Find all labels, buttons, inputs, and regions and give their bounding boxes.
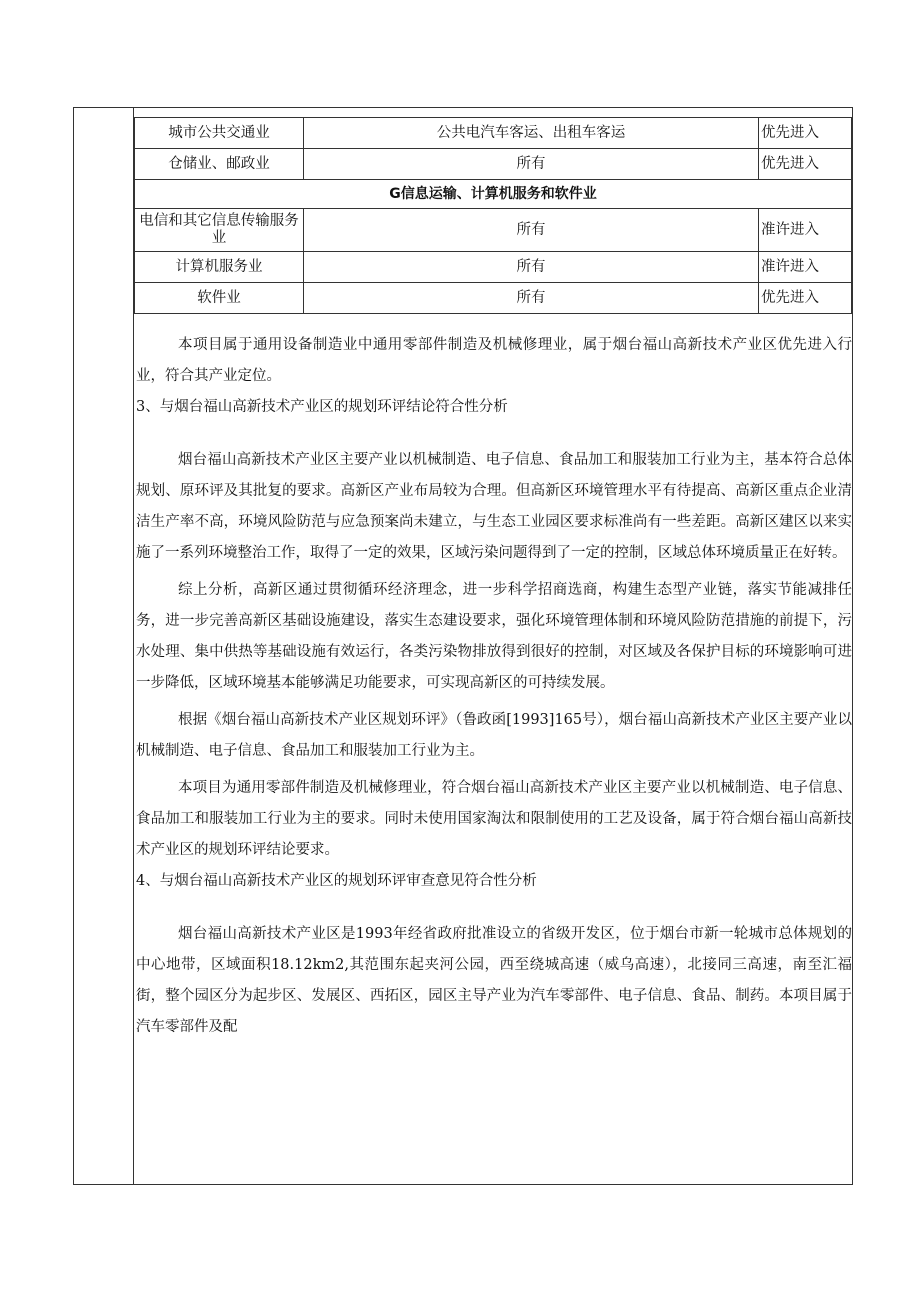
- section-heading-g: G信息运输、计算机服务和软件业: [135, 180, 852, 209]
- status-cell: 优先进入: [759, 283, 852, 314]
- industry-cell: 电信和其它信息传输服务业: [135, 209, 304, 252]
- scope-cell: 所有: [304, 149, 759, 180]
- status-cell: 优先进入: [759, 118, 852, 149]
- scope-cell: 所有: [304, 209, 759, 252]
- status-cell: 优先进入: [759, 149, 852, 180]
- scope-cell: 公共电汽车客运、出租车客运: [304, 118, 759, 149]
- industry-cell: 软件业: [135, 283, 304, 314]
- scope-cell: 所有: [304, 283, 759, 314]
- table-section-row: [135, 180, 852, 209]
- paragraph-summary: 综上分析，高新区通过贯彻循环经济理念，进一步科学招商选商，构建生态型产业链，落实节能减排任务，进一步完善高新区基础设施建设，落实生态建设要求，强化环境管理体制和环境风险防范措施的前提下，污水处理、集中供热等基础设施有效运行，各类污染物排放得到很好的控制，对区域及各保护目标的环境影响可进一步降低，区域环境基本能够满足功能要求，可实现高新区的可持续发展。: [136, 582, 852, 691]
- table-row: [135, 283, 852, 314]
- paragraph-positioning: 本项目属于通用设备制造业中通用零部件制造及机械修理业，属于烟台福山高新技术产业区优先进入行业，符合其产业定位。: [136, 337, 852, 384]
- analysis-text: [136, 330, 852, 1043]
- paragraph-eia-reference: 根据《烟台福山高新技术产业区规划环评》（鲁政函[1993]165号），烟台福山高新技术产业区主要产业以机械制造、电子信息、食品加工和服装加工行业为主。: [136, 712, 852, 759]
- industry-access-table: [134, 117, 852, 314]
- status-cell: 准许进入: [759, 209, 852, 252]
- scope-cell: 所有: [304, 252, 759, 283]
- left-label-column: [74, 108, 134, 1184]
- table-row: [135, 118, 852, 149]
- heading-section-4: 4、与烟台福山高新技术产业区的规划环评审查意见符合性分析: [136, 873, 537, 889]
- industry-cell: 仓储业、邮政业: [135, 149, 304, 180]
- document-frame: [73, 107, 853, 1185]
- paragraph-compliance: 本项目为通用零部件制造及机械修理业，符合烟台福山高新技术产业区主要产业以机械制造、电子信息、食品加工和服装加工行业为主的要求。同时未使用国家淘汰和限制使用的工艺及设备，属于符合烟台福山高新技术产业区的规划环评结论要求。: [136, 780, 852, 858]
- status-cell: 准许进入: [759, 252, 852, 283]
- paragraph-industry-overview: 烟台福山高新技术产业区主要产业以机械制造、电子信息、食品加工和服装加工行业为主，基本符合总体规划、原环评及其批复的要求。高新区产业布局较为合理。但高新区环境管理水平有待提高、高新区重点企业清洁生产率不高，环境风险防范与应急预案尚未建立，与生态工业园区要求标准尚有一些差距。高新区建区以来实施了一系列环境整治工作，取得了一定的效果，区域污染问题得到了一定的控制，区域总体环境质量正在好转。: [136, 452, 852, 561]
- paragraph-zone-description: 烟台福山高新技术产业区是1993年经省政府批准设立的省级开发区，位于烟台市新一轮城市总体规划的中心地带，区域面积18.12km2,其范围东起夹河公园，西至绕城高速（威乌高速），北接同三高速，南至汇福街，整个园区分为起步区、发展区、西拓区，园区主导产业为汽车零部件、电子信息、食品、制药。本项目属于汽车零部件及配: [136, 926, 852, 1035]
- table-row: [135, 209, 852, 252]
- industry-cell: 计算机服务业: [135, 252, 304, 283]
- table-row: [135, 252, 852, 283]
- heading-section-3: 3、与烟台福山高新技术产业区的规划环评结论符合性分析: [136, 399, 508, 415]
- table-row: [135, 149, 852, 180]
- industry-cell: 城市公共交通业: [135, 118, 304, 149]
